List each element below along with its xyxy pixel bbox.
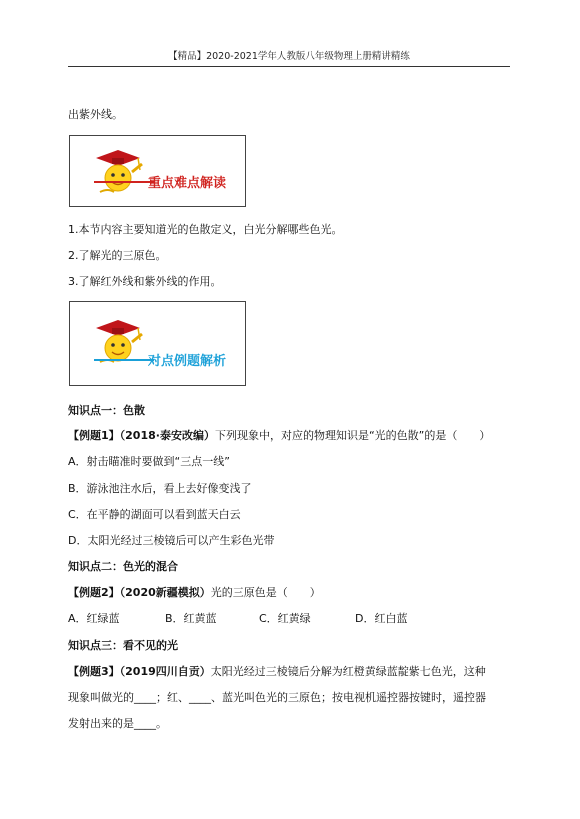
example-tag: 【例题3】 (68, 665, 120, 678)
example-tag: 【例题2】 (68, 586, 120, 599)
example-1-question (68, 427, 490, 443)
knowledge-point-3-heading: 知识点三：看不见的光 (68, 639, 178, 652)
section-banner-examples (69, 301, 246, 386)
example-source: （2018·泰安改编） (119, 429, 215, 442)
example-3-line-3: 发射出来的是____。 (68, 717, 167, 730)
banner-title: 对点例题解析 (148, 354, 227, 369)
example-2-option-a: A．红绿蓝 (68, 612, 120, 625)
section-banner-key-points (69, 135, 246, 207)
example-1-option-d: D．太阳光经过三棱镜后可以产生彩色光带 (68, 534, 275, 547)
example-text: 下列现象中，对应的物理知识是“光的色散”的是（ ） (214, 429, 491, 442)
example-source: （2020新疆模拟） (119, 586, 211, 599)
intro-tail-text: 出紫外线。 (68, 108, 123, 121)
knowledge-point-1-heading: 知识点一：色散 (68, 404, 145, 417)
page-header: 【精品】2020-2021学年人教版八年级物理上册精讲精练 (68, 48, 510, 67)
key-point-2: 2.了解光的三原色。 (68, 249, 167, 262)
example-text: 光的三原色是（ ） (210, 586, 321, 599)
example-2-question (68, 584, 321, 600)
key-point-3: 3.了解红外线和紫外线的作用。 (68, 275, 222, 288)
example-2-option-c: C．红黄绿 (259, 612, 311, 625)
banner-underline (94, 181, 154, 183)
example-source: （2019四川自贡） (119, 665, 211, 678)
example-2-option-d: D．红白蓝 (355, 612, 408, 625)
example-2-option-b: B．红黄蓝 (165, 612, 217, 625)
example-2-options (68, 610, 407, 626)
banner-title: 重点难点解读 (148, 176, 227, 191)
knowledge-point-2-heading: 知识点二：色光的混合 (68, 560, 178, 573)
example-3-question (68, 663, 486, 679)
example-1-option-c: C．在平静的湖面可以看到蓝天白云 (68, 508, 241, 521)
key-point-1: 1.本节内容主要知道光的色散定义，白光分解哪些色光。 (68, 223, 343, 236)
example-3-line-2: 现象叫做光的____；红、____、蓝光叫色光的三原色；按电视机遥控器按键时，遥控器 (68, 691, 486, 704)
banner-underline (94, 359, 154, 361)
example-1-option-a: A．射击瞄准时要做到“三点一线” (68, 455, 230, 468)
example-tag: 【例题1】 (68, 429, 120, 442)
example-text: 太阳光经过三棱镜后分解为红橙黄绿蓝靛紫七色光，这种 (210, 665, 486, 678)
example-1-option-b: B．游泳池注水后，看上去好像变浅了 (68, 482, 252, 495)
